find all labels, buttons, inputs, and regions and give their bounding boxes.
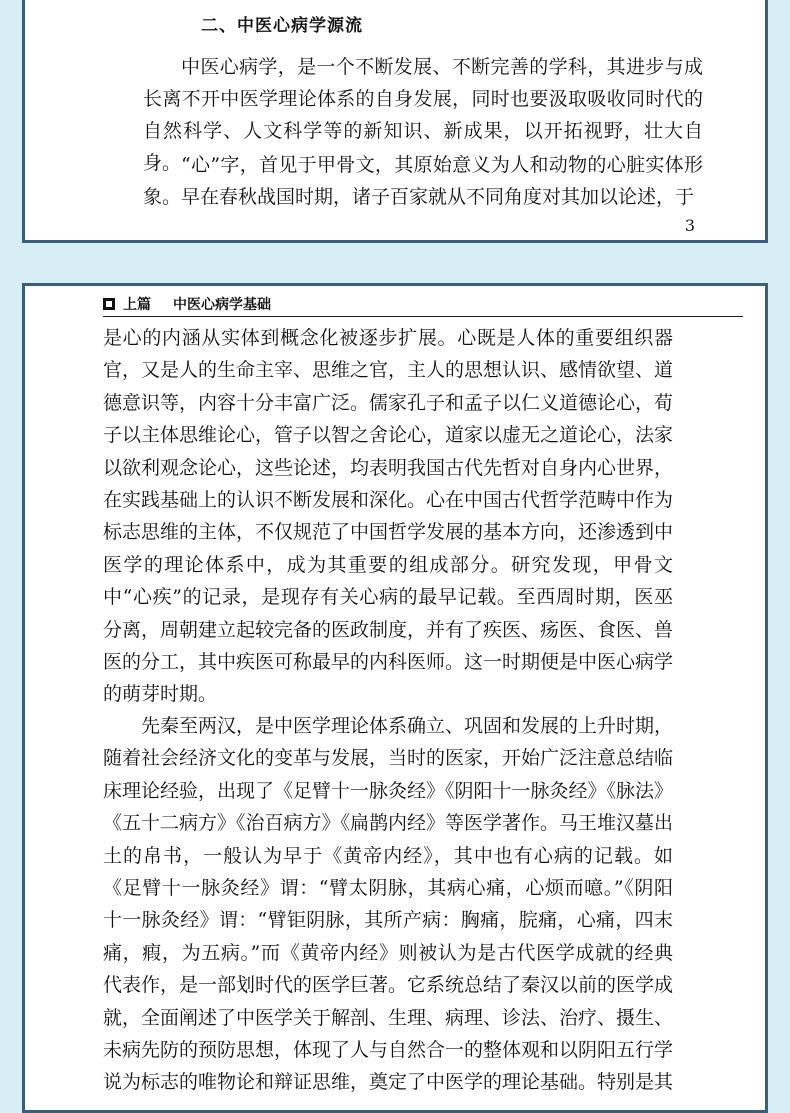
paragraph: 中医心病学，是一个不断发展、不断完善的学科，其进步与成长离不开中医学理论体系的自身发展，同时也要汲取吸收同时代的自然科学、人文科学等的新知识、新成果，以开拓视野，壮大自身。 xyxy=(143,56,703,174)
page-top xyxy=(22,0,768,243)
paragraph: 先秦至两汉，是中医学理论体系确立、巩固和发展的上升时期，随着社会经济文化的变革与发展，当时的医家，开始广泛注意总结临床理论经验，出现了《足臂十一脉灸经》《阴阳十一脉灸经》《脉法》《五十二病方》《治百病方》《扁鹊内经》等医学著作。马王堆汉墓出土的帛书，一般认为早于《黄帝内经》，其中也有心病的记载。如《足臂十一脉灸经》谓：“臂太阴脉，其病心痛，心烦而噫。”《阴阳十一脉灸经》谓：“臂钜阴脉，其所产病：胸痛，脘痛，心痛，四末痛，瘕，为五病。”而《黄帝内经》则被认为是古代医学成就的经典代表作，是一部划时代的医学巨著。它系统总结了秦汉以前的医学成就，全面阐述了中医学关于解剖、生理、病理、诊法、治疗、摄生、未病先防的预防思想，体现了人与自然合一的整体观和以阴阳五行学说为标志的唯物论和辩证思维，奠定了中医学的理论基础。特别是其 xyxy=(103,715,674,1094)
header-title: 中医心病学基础 xyxy=(173,297,271,313)
header-part-label: 上篇 xyxy=(123,297,151,313)
section-heading: 二、中医心病学源流 xyxy=(201,16,363,36)
page-bottom xyxy=(22,283,768,1113)
paragraph: “心”字，首见于甲骨文，其原始意义为人和动物的心脏实体形象。早在春秋战国时期，诸子百家就从不同角度对其加以论述，于 xyxy=(143,154,703,208)
paragraph: 是心的内涵从实体到概念化被逐步扩展。心既是人体的重要组织器官，又是人的生命主宰、思维之官，主人的思想认识、感情欲望、道德意识等，内容十分丰富广泛。儒家孔子和孟子以仁义道德论心，荀子以主体思维论心，管子以智之舍论心，道家以虚无之道论心，法家以欲利观念论心，这些论述，均表明我国古代先哲对自身内心世界，在实践基础上的认识不断发展和深化。心在中国古代哲学范畴中作为标志思维的主体，不仅规范了中国哲学发展的基本方向，还渗透到中医学的理论体系中，成为其重要的组成部分。研究发现，甲骨文中“心疾”的记录，是现存有关心病的最早记载。至西周时期，医巫分离，周朝建立起较完备的医政制度，并有了疾医、疡医、食医、兽医的分工，其中疾医可称最早的内科医师。这一时期便是中医心病学的萌芽时期。 xyxy=(103,327,674,706)
page-number: 3 xyxy=(684,216,695,235)
running-header xyxy=(103,294,743,317)
square-bullet-icon xyxy=(103,298,115,310)
